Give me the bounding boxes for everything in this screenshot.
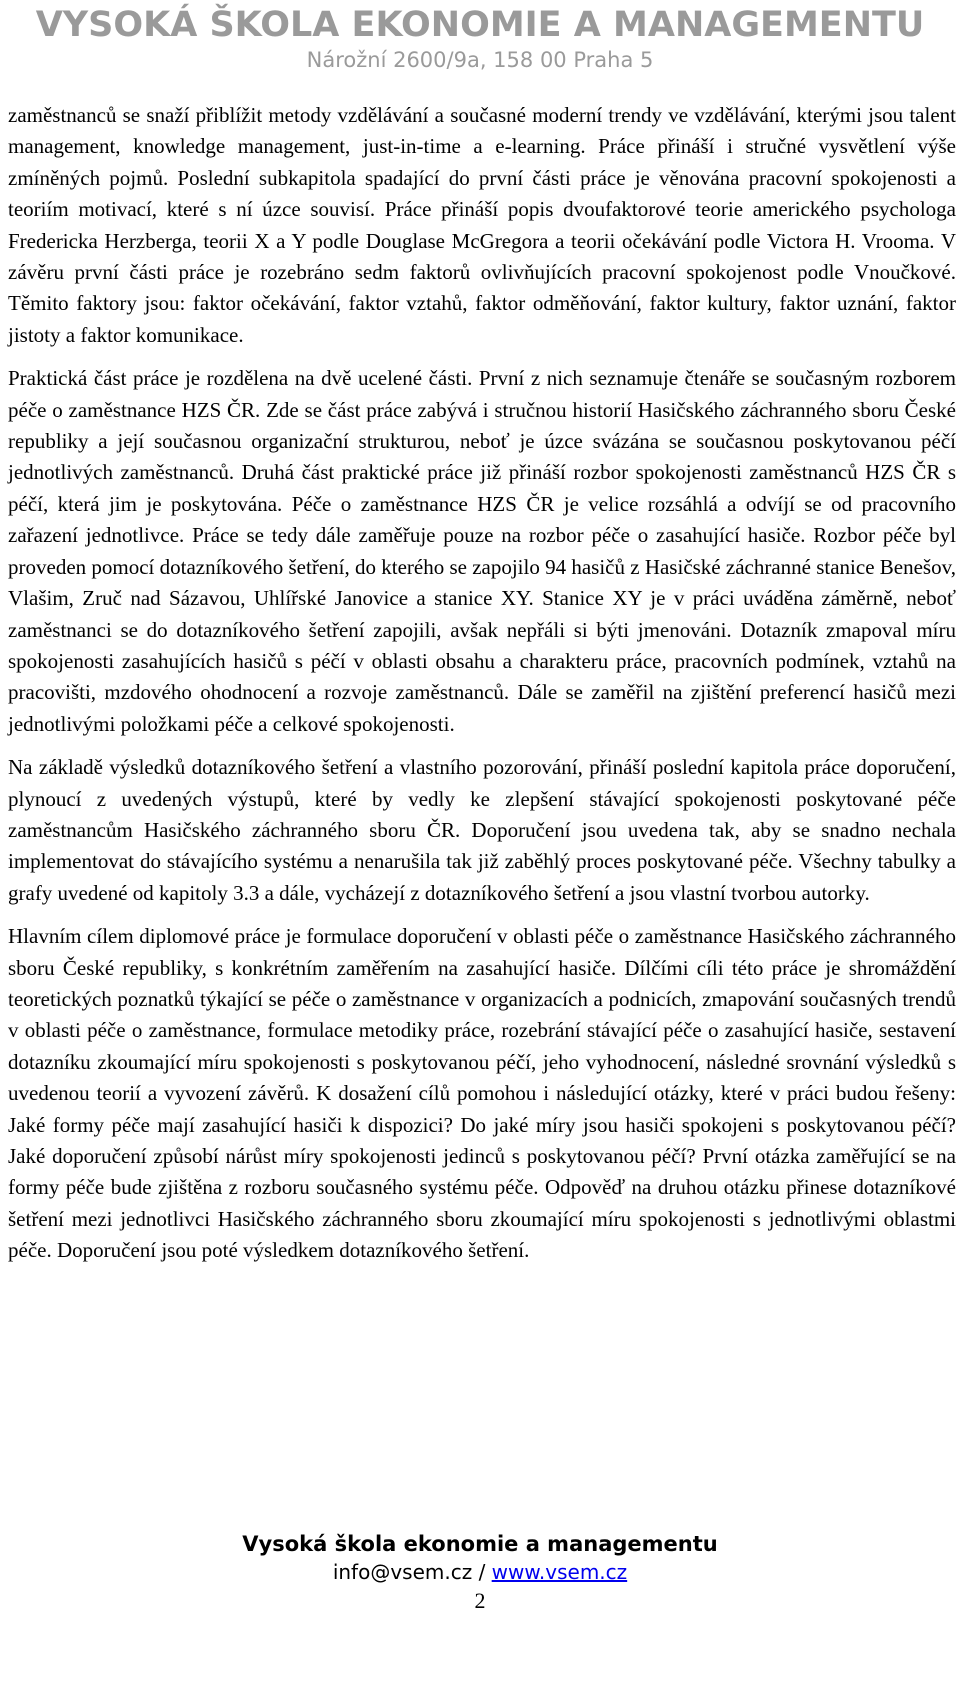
document-body [8, 100, 956, 1279]
footer-school-name: Vysoká škola ekonomie a managementu [242, 1532, 718, 1556]
paragraph: zaměstnanců se snaží přiblížit metody vzdělávání a současné moderní trendy ve vzdělávání, kterými jsou talent management, knowledge management, just-in-time a e-learning. Práce přináší i stručné vysvětlení výše zmíněných pojmů. Poslední subkapitola spadající do první části práce je věnována pracovní spokojenosti a teoriím motivací, které s ní úzce souvisí. Práce přináší popis dvoufaktorové teorie amerického psychologa Fredericka Herzberga, teorii X a Y podle Douglase McGregora a teorii očekávání podle Victora H. Vrooma. V závěru první části práce je rozebráno sedm faktorů ovlivňujících pracovní spokojenost podle Vnoučkové. Těmito faktory jsou: faktor očekávání, faktor vztahů, faktor odměňování, faktor kultury, faktor uznání, faktor jistoty a faktor komunikace. [8, 103, 956, 347]
page-header [0, 0, 960, 73]
header-title: VYSOKÁ ŠKOLA EKONOMIE A MANAGEMENTU [35, 5, 925, 45]
footer-separator: / [472, 1560, 492, 1584]
header-address: Nárožní 2600/9a, 158 00 Praha 5 [306, 48, 654, 72]
page-footer [0, 1530, 960, 1616]
footer-email: info@vsem.cz [332, 1560, 473, 1584]
footer-website-link[interactable]: www.vsem.cz [491, 1560, 628, 1584]
paragraph: Na základě výsledků dotazníkového šetření a vlastního pozorování, přináší poslední kapitola práce doporučení, plynoucí z uvedených výstupů, které by vedly ke zlepšení stávající spokojenosti poskytované péče zaměstnancům Hasičského záchranného sboru ČR. Doporučení jsou uvedena tak, aby se snadno nechala implementovat do stávajícího systému a nenarušila tak již zaběhlý proces poskytované péče. Všechny tabulky a grafy uvedené od kapitoly 3.3 a dále, vycházejí z dotazníkového šetření a jsou vlastní tvorbou autorky. [8, 755, 956, 905]
page-number: 2 [474, 1588, 486, 1613]
paragraph: Hlavním cílem diplomové práce je formulace doporučení v oblasti péče o zaměstnance Hasičského záchranného sboru České republiky, s konkrétním zaměřením na zasahující hasiče. Dílčími cíli této práce je shromáždění teoretických poznatků týkající se péče o zaměstnance v organizacích a podnicích, zmapování současných trendů v oblasti péče o zaměstnance, formulace metodiky práce, rozebrání stávající péče o zasahující hasiče, sestavení dotazníku zkoumající míru spokojenosti s poskytovanou péčí, jeho vyhodnocení, následné srovnání výsledků s uvedenou teorií a vyvození závěrů. K dosažení cílů pomohou i následující otázky, které v práci budou řešeny: Jaké formy péče mají zasahující hasiči k dispozici? Do jaké míry jsou hasiči spokojeni s poskytovanou péčí? Jaké doporučení způsobí nárůst míry spokojenosti jedinců s poskytovanou péčí? První otázka zaměřující se na formy péče bude zjištěna z rozboru současného systému péče. Odpověď na druhou otázku přinese dotazníkové šetření mezi jednotlivci Hasičského záchranného sboru zkoumající míru spokojenosti s jednotlivými oblastmi péče. Doporučení jsou poté výsledkem dotazníkového šetření. [8, 924, 956, 1263]
footer-contact [0, 1558, 960, 1586]
paragraph: Praktická část práce je rozdělena na dvě ucelené části. První z nich seznamuje čtenáře se současným rozborem péče o zaměstnance HZS ČR. Zde se část práce zabývá i stručnou historií Hasičského záchranného sboru České republiky a její současnou organizační strukturou, neboť je úzce svázána se současnou poskytovanou péčí jednotlivých zaměstnanců. Druhá část praktické práce již přináší rozbor spokojenosti zaměstnanců HZS ČR s péčí, která jim je poskytována. Péče o zaměstnance HZS ČR je velice rozsáhlá a odvíjí se od pracovního zařazení jednotlivce. Práce se tedy dále zaměřuje pouze na rozbor péče o zasahující hasiče. Rozbor péče byl proveden pomocí dotazníkového šetření, do kterého se zapojilo 94 hasičů z Hasičské záchranné stanice Benešov, Vlašim, Zruč nad Sázavou, Uhlířské Janovice a stanice XY. Stanice XY je v práci uváděna záměrně, neboť zaměstnanci se do dotazníkového šetření zapojili, avšak nepřáli si býti jmenováni. Dotazník zmapoval míru spokojenosti zasahujících hasičů s péčí v oblasti obsahu a charakteru práce, pracovních podmínek, vztahů na pracovišti, mzdového ohodnocení a rozvoje zaměstnanců. Dále se zaměřil na zjištění preferencí hasičů mezi jednotlivými položkami péče a celkové spokojenosti. [8, 366, 956, 736]
